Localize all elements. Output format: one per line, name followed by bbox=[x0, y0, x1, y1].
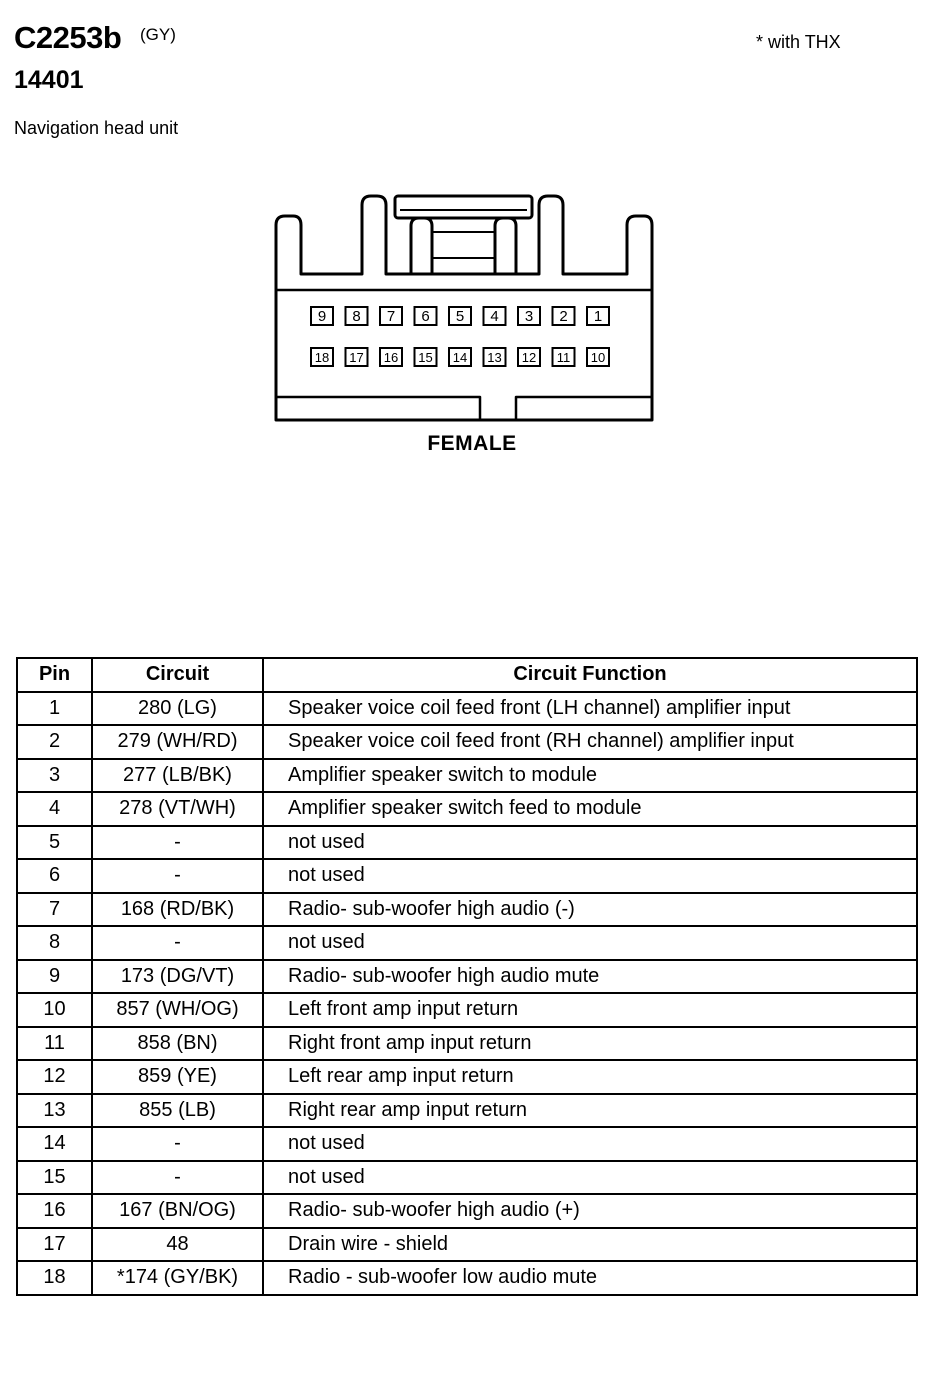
table-row bbox=[17, 725, 917, 759]
circuit-cell: 173 (DG/VT) bbox=[92, 960, 263, 994]
pin-cell: 17 bbox=[17, 1228, 92, 1262]
table-row bbox=[17, 1261, 917, 1295]
connector-pin-label: 15 bbox=[418, 350, 433, 365]
function-cell: Right rear amp input return bbox=[263, 1094, 917, 1128]
function-cell: Radio - sub-woofer low audio mute bbox=[263, 1261, 917, 1295]
pin-cell: 10 bbox=[17, 993, 92, 1027]
connector-pin-label: 14 bbox=[452, 350, 468, 365]
pin-cell: 16 bbox=[17, 1194, 92, 1228]
keyway-rail bbox=[276, 397, 652, 420]
connector-pin-label: 5 bbox=[455, 308, 465, 325]
function-cell: Amplifier speaker switch feed to module bbox=[263, 792, 917, 826]
pin-cell: 1 bbox=[17, 692, 92, 726]
circuit-cell: 167 (BN/OG) bbox=[92, 1194, 263, 1228]
connector-pin-7 bbox=[380, 307, 402, 325]
connector-pin-label: 1 bbox=[593, 308, 603, 325]
connector-pin-8 bbox=[346, 307, 368, 325]
function-cell: Left front amp input return bbox=[263, 993, 917, 1027]
function-cell: Left rear amp input return bbox=[263, 1060, 917, 1094]
circuit-cell: 857 (WH/OG) bbox=[92, 993, 263, 1027]
connector-pin-10 bbox=[587, 348, 609, 366]
latch-left-finger bbox=[411, 218, 432, 274]
pin-cell: 15 bbox=[17, 1161, 92, 1195]
pin-cell: 2 bbox=[17, 725, 92, 759]
connector-id: C2253b bbox=[14, 20, 122, 55]
circuit-cell: 858 (BN) bbox=[92, 1027, 263, 1061]
connector-pin-label: 8 bbox=[352, 308, 361, 325]
function-cell: not used bbox=[263, 859, 917, 893]
circuit-cell: 278 (VT/WH) bbox=[92, 792, 263, 826]
function-cell: Drain wire - shield bbox=[263, 1228, 917, 1262]
table-row bbox=[17, 926, 917, 960]
table-row bbox=[17, 1194, 917, 1228]
connector-pin-12 bbox=[518, 348, 540, 366]
connector-pin-5 bbox=[449, 307, 471, 325]
connector-pin-11 bbox=[553, 348, 575, 366]
circuit-cell: 859 (YE) bbox=[92, 1060, 263, 1094]
table-row bbox=[17, 859, 917, 893]
table-row bbox=[17, 1027, 917, 1061]
latch-frame bbox=[395, 196, 532, 218]
connector-pin-13 bbox=[484, 348, 506, 366]
circuit-cell: - bbox=[92, 926, 263, 960]
connector-pin-label: 7 bbox=[386, 308, 396, 325]
function-cell: Speaker voice coil feed front (RH channel) amplifier input bbox=[263, 725, 917, 759]
connector-pin-1 bbox=[587, 307, 609, 325]
circuit-cell: 279 (WH/RD) bbox=[92, 725, 263, 759]
pin-cell: 18 bbox=[17, 1261, 92, 1295]
circuit-cell: 48 bbox=[92, 1228, 263, 1262]
connector-pin-15 bbox=[415, 348, 437, 366]
connector-pin-2 bbox=[553, 307, 575, 325]
latch-right-finger bbox=[495, 218, 516, 274]
connector-pin-label: 6 bbox=[421, 308, 430, 325]
pin-cell: 11 bbox=[17, 1027, 92, 1061]
connector-pin-3 bbox=[518, 307, 540, 325]
circuit-cell: 855 (LB) bbox=[92, 1094, 263, 1128]
function-cell: Amplifier speaker switch to module bbox=[263, 759, 917, 793]
connector-pin-9 bbox=[311, 307, 333, 325]
circuit-cell: *174 (GY/BK) bbox=[92, 1261, 263, 1295]
pin-cell: 5 bbox=[17, 826, 92, 860]
part-number: 14401 bbox=[14, 66, 84, 94]
connector-gender-label: FEMALE bbox=[427, 432, 517, 455]
table-row bbox=[17, 692, 917, 726]
thx-footnote: * with THX bbox=[756, 32, 841, 52]
connector-pin-label: 9 bbox=[317, 308, 327, 325]
connector-pin-label: 16 bbox=[383, 350, 399, 365]
pin-cell: 3 bbox=[17, 759, 92, 793]
table-row bbox=[17, 759, 917, 793]
table-row bbox=[17, 826, 917, 860]
table-row bbox=[17, 993, 917, 1027]
function-cell: Radio- sub-woofer high audio (+) bbox=[263, 1194, 917, 1228]
circuit-cell: - bbox=[92, 826, 263, 860]
table-row bbox=[17, 1228, 917, 1262]
pin-cell: 4 bbox=[17, 792, 92, 826]
circuit-cell: 280 (LG) bbox=[92, 692, 263, 726]
connector-pin-label: 11 bbox=[556, 350, 571, 365]
table-header-row bbox=[17, 658, 917, 692]
pin-cell: 9 bbox=[17, 960, 92, 994]
table-row bbox=[17, 893, 917, 927]
table-row bbox=[17, 1060, 917, 1094]
pin-cell: 8 bbox=[17, 926, 92, 960]
pin-cell: 7 bbox=[17, 893, 92, 927]
table-row bbox=[17, 1094, 917, 1128]
table-row bbox=[17, 792, 917, 826]
pin-column-header: Pin bbox=[17, 658, 92, 692]
function-cell: Radio- sub-woofer high audio (-) bbox=[263, 893, 917, 927]
circuit-column-header: Circuit bbox=[92, 658, 263, 692]
pin-cell: 12 bbox=[17, 1060, 92, 1094]
connector-pin-14 bbox=[449, 348, 471, 366]
connector-pin-label: 13 bbox=[487, 350, 502, 365]
function-cell: Right front amp input return bbox=[263, 1027, 917, 1061]
circuit-cell: - bbox=[92, 1161, 263, 1195]
function-cell: Speaker voice coil feed front (LH channel) amplifier input bbox=[263, 692, 917, 726]
function-column-header: Circuit Function bbox=[263, 658, 917, 692]
table-row bbox=[17, 1127, 917, 1161]
pin-cell: 13 bbox=[17, 1094, 92, 1128]
connector-pin-label: 12 bbox=[521, 350, 537, 365]
pinout-table bbox=[16, 657, 918, 1296]
connector-pin-18 bbox=[311, 348, 333, 366]
function-cell: not used bbox=[263, 926, 917, 960]
function-cell: Radio- sub-woofer high audio mute bbox=[263, 960, 917, 994]
function-cell: not used bbox=[263, 1161, 917, 1195]
circuit-cell: - bbox=[92, 859, 263, 893]
pin-cell: 6 bbox=[17, 859, 92, 893]
circuit-cell: 277 (LB/BK) bbox=[92, 759, 263, 793]
connector-pin-label: 10 bbox=[590, 350, 606, 365]
connector-pin-4 bbox=[484, 307, 506, 325]
function-cell: not used bbox=[263, 1127, 917, 1161]
component-name: Navigation head unit bbox=[14, 118, 179, 138]
circuit-cell: - bbox=[92, 1127, 263, 1161]
function-cell: not used bbox=[263, 826, 917, 860]
connector-pin-17 bbox=[346, 348, 368, 366]
connector-pin-6 bbox=[415, 307, 437, 325]
connector-color: (GY) bbox=[140, 25, 176, 44]
connector-pin-label: 17 bbox=[349, 350, 364, 365]
connector-pin-label: 2 bbox=[559, 308, 568, 325]
table-row bbox=[17, 960, 917, 994]
connector-pin-label: 18 bbox=[314, 350, 330, 365]
connector-face-diagram bbox=[0, 0, 934, 470]
connector-pin-16 bbox=[380, 348, 402, 366]
connector-pin-label: 3 bbox=[524, 308, 534, 325]
connector-pin-label: 4 bbox=[490, 308, 499, 325]
table-row bbox=[17, 1161, 917, 1195]
circuit-cell: 168 (RD/BK) bbox=[92, 893, 263, 927]
pin-cell: 14 bbox=[17, 1127, 92, 1161]
